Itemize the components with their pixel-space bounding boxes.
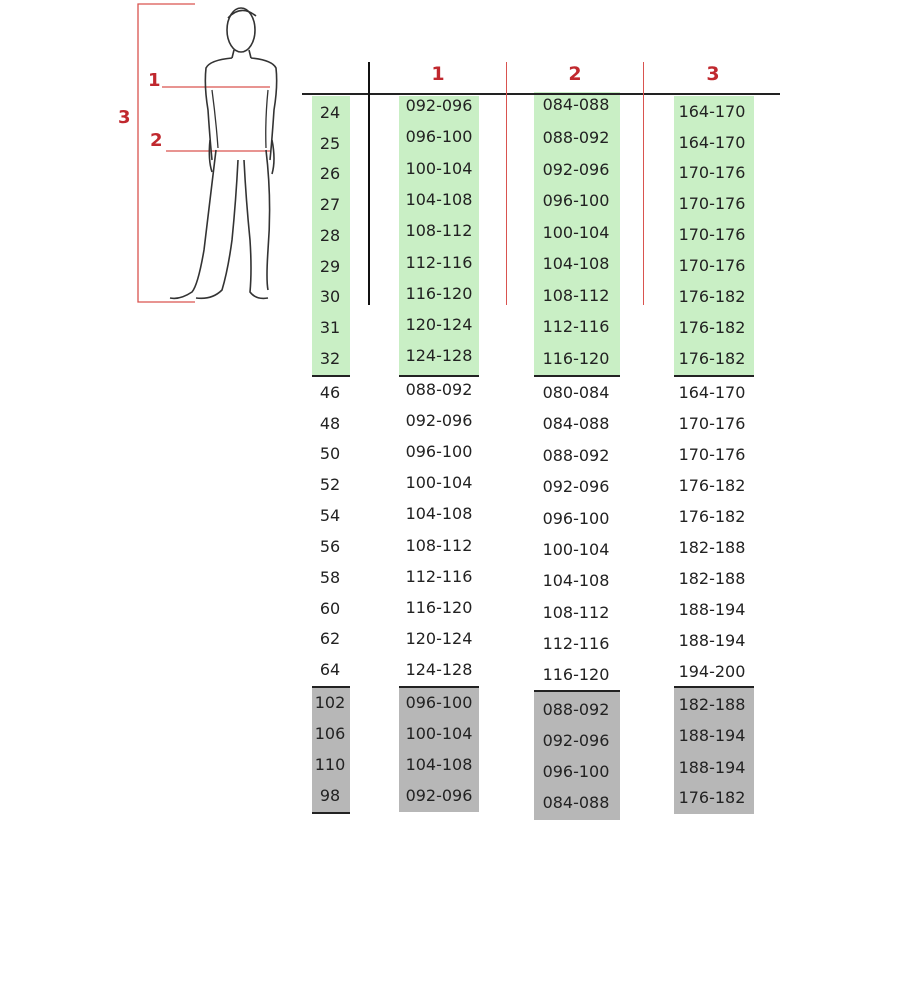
table-cell: 092-096	[405, 96, 473, 115]
header-chest: 1	[431, 63, 445, 85]
table-cell: 096-100	[542, 509, 610, 528]
table-cell: 30	[319, 287, 341, 306]
table-cell: 092-096	[542, 477, 610, 496]
table-cell: 116-120	[542, 665, 610, 684]
table-cell: 084-088	[542, 793, 610, 812]
table-cell: 25	[319, 134, 341, 153]
table-cell: 60	[319, 599, 341, 618]
table-cell: 100-104	[542, 223, 610, 242]
table-cell: 170-176	[678, 256, 746, 275]
table-cell: 24	[319, 103, 341, 122]
table-cell: 50	[319, 444, 341, 463]
table-cell: 088-092	[405, 380, 473, 399]
table-cell: 194-200	[678, 662, 746, 681]
table-cell: 120-124	[405, 629, 473, 648]
table-cell: 124-128	[405, 660, 473, 679]
table-cell: 108-112	[542, 603, 610, 622]
table-cell: 116-120	[405, 598, 473, 617]
waist-height-divider	[643, 62, 644, 305]
table-cell: 096-100	[405, 693, 473, 712]
table-cell: 48	[319, 414, 341, 433]
table-cell: 100-104	[405, 159, 473, 178]
table-cell: 096-100	[542, 762, 610, 781]
table-cell: 096-100	[405, 442, 473, 461]
table-cell: 112-116	[405, 567, 473, 586]
table-cell: 120-124	[405, 315, 473, 334]
table-cell: 100-104	[405, 724, 473, 743]
table-cell: 104-108	[405, 190, 473, 209]
table-cell: 104-108	[405, 504, 473, 523]
height-label: 3	[118, 107, 131, 128]
table-cell: 176-182	[678, 318, 746, 337]
chest-label: 1	[148, 70, 161, 91]
table-cell: 116-120	[542, 349, 610, 368]
table-cell: 56	[319, 537, 341, 556]
table-cell: 108-112	[405, 221, 473, 240]
table-cell: 088-092	[542, 700, 610, 719]
table-cell: 084-088	[542, 414, 610, 433]
table-cell: 28	[319, 226, 341, 245]
table-cell: 32	[319, 349, 341, 368]
table-cell: 112-116	[542, 317, 610, 336]
table-cell: 176-182	[678, 349, 746, 368]
table-cell: 29	[319, 257, 341, 276]
table-cell: 102	[314, 693, 346, 712]
table-cell: 100-104	[542, 540, 610, 559]
table-cell: 27	[319, 195, 341, 214]
table-cell: 116-120	[405, 284, 473, 303]
table-cell: 188-194	[678, 726, 746, 745]
table-cell: 164-170	[678, 133, 746, 152]
table-cell: 124-128	[405, 346, 473, 365]
table-cell: 108-112	[405, 536, 473, 555]
table-cell: 100-104	[405, 473, 473, 492]
header-waist: 2	[568, 63, 582, 85]
table-cell: 188-194	[678, 631, 746, 650]
table-cell: 164-170	[678, 102, 746, 121]
table-cell: 080-084	[542, 383, 610, 402]
table-cell: 26	[319, 164, 341, 183]
size-column-divider	[368, 62, 370, 305]
table-cell: 31	[319, 318, 341, 337]
table-cell: 164-170	[678, 383, 746, 402]
table-cell: 182-188	[678, 695, 746, 714]
table-cell: 64	[319, 660, 341, 679]
body-measurement-figure	[100, 0, 300, 310]
table-cell: 112-116	[405, 253, 473, 272]
table-cell: 170-176	[678, 414, 746, 433]
human-figure-icon	[100, 0, 300, 310]
chest-waist-divider	[506, 62, 507, 305]
table-cell: 54	[319, 506, 341, 525]
table-cell: 176-182	[678, 788, 746, 807]
table-cell: 188-194	[678, 600, 746, 619]
waist-label: 2	[150, 130, 163, 151]
table-cell: 092-096	[542, 160, 610, 179]
table-cell: 092-096	[542, 731, 610, 750]
table-cell: 112-116	[542, 634, 610, 653]
table-cell: 104-108	[542, 254, 610, 273]
table-cell: 092-096	[405, 411, 473, 430]
table-cell: 182-188	[678, 569, 746, 588]
table-cell: 182-188	[678, 538, 746, 557]
table-cell: 176-182	[678, 507, 746, 526]
table-cell: 52	[319, 475, 341, 494]
group-divider-2	[534, 690, 620, 692]
table-cell: 096-100	[405, 127, 473, 146]
table-cell: 176-182	[678, 287, 746, 306]
table-cell: 58	[319, 568, 341, 587]
table-cell: 170-176	[678, 445, 746, 464]
header-height: 3	[706, 63, 720, 85]
table-cell: 98	[319, 786, 341, 805]
table-cell: 104-108	[405, 755, 473, 774]
table-cell: 170-176	[678, 163, 746, 182]
table-cell: 096-100	[542, 191, 610, 210]
table-cell: 104-108	[542, 571, 610, 590]
table-cell: 110	[314, 755, 346, 774]
table-cell: 092-096	[405, 786, 473, 805]
table-cell: 088-092	[542, 128, 610, 147]
table-cell: 46	[319, 383, 341, 402]
table-cell: 170-176	[678, 194, 746, 213]
table-cell: 188-194	[678, 758, 746, 777]
table-cell: 108-112	[542, 286, 610, 305]
table-cell: 084-088	[542, 95, 610, 114]
table-cell: 106	[314, 724, 346, 743]
table-cell: 088-092	[542, 446, 610, 465]
table-bottom-line	[312, 812, 350, 814]
table-cell: 170-176	[678, 225, 746, 244]
table-cell: 176-182	[678, 476, 746, 495]
table-cell: 62	[319, 629, 341, 648]
